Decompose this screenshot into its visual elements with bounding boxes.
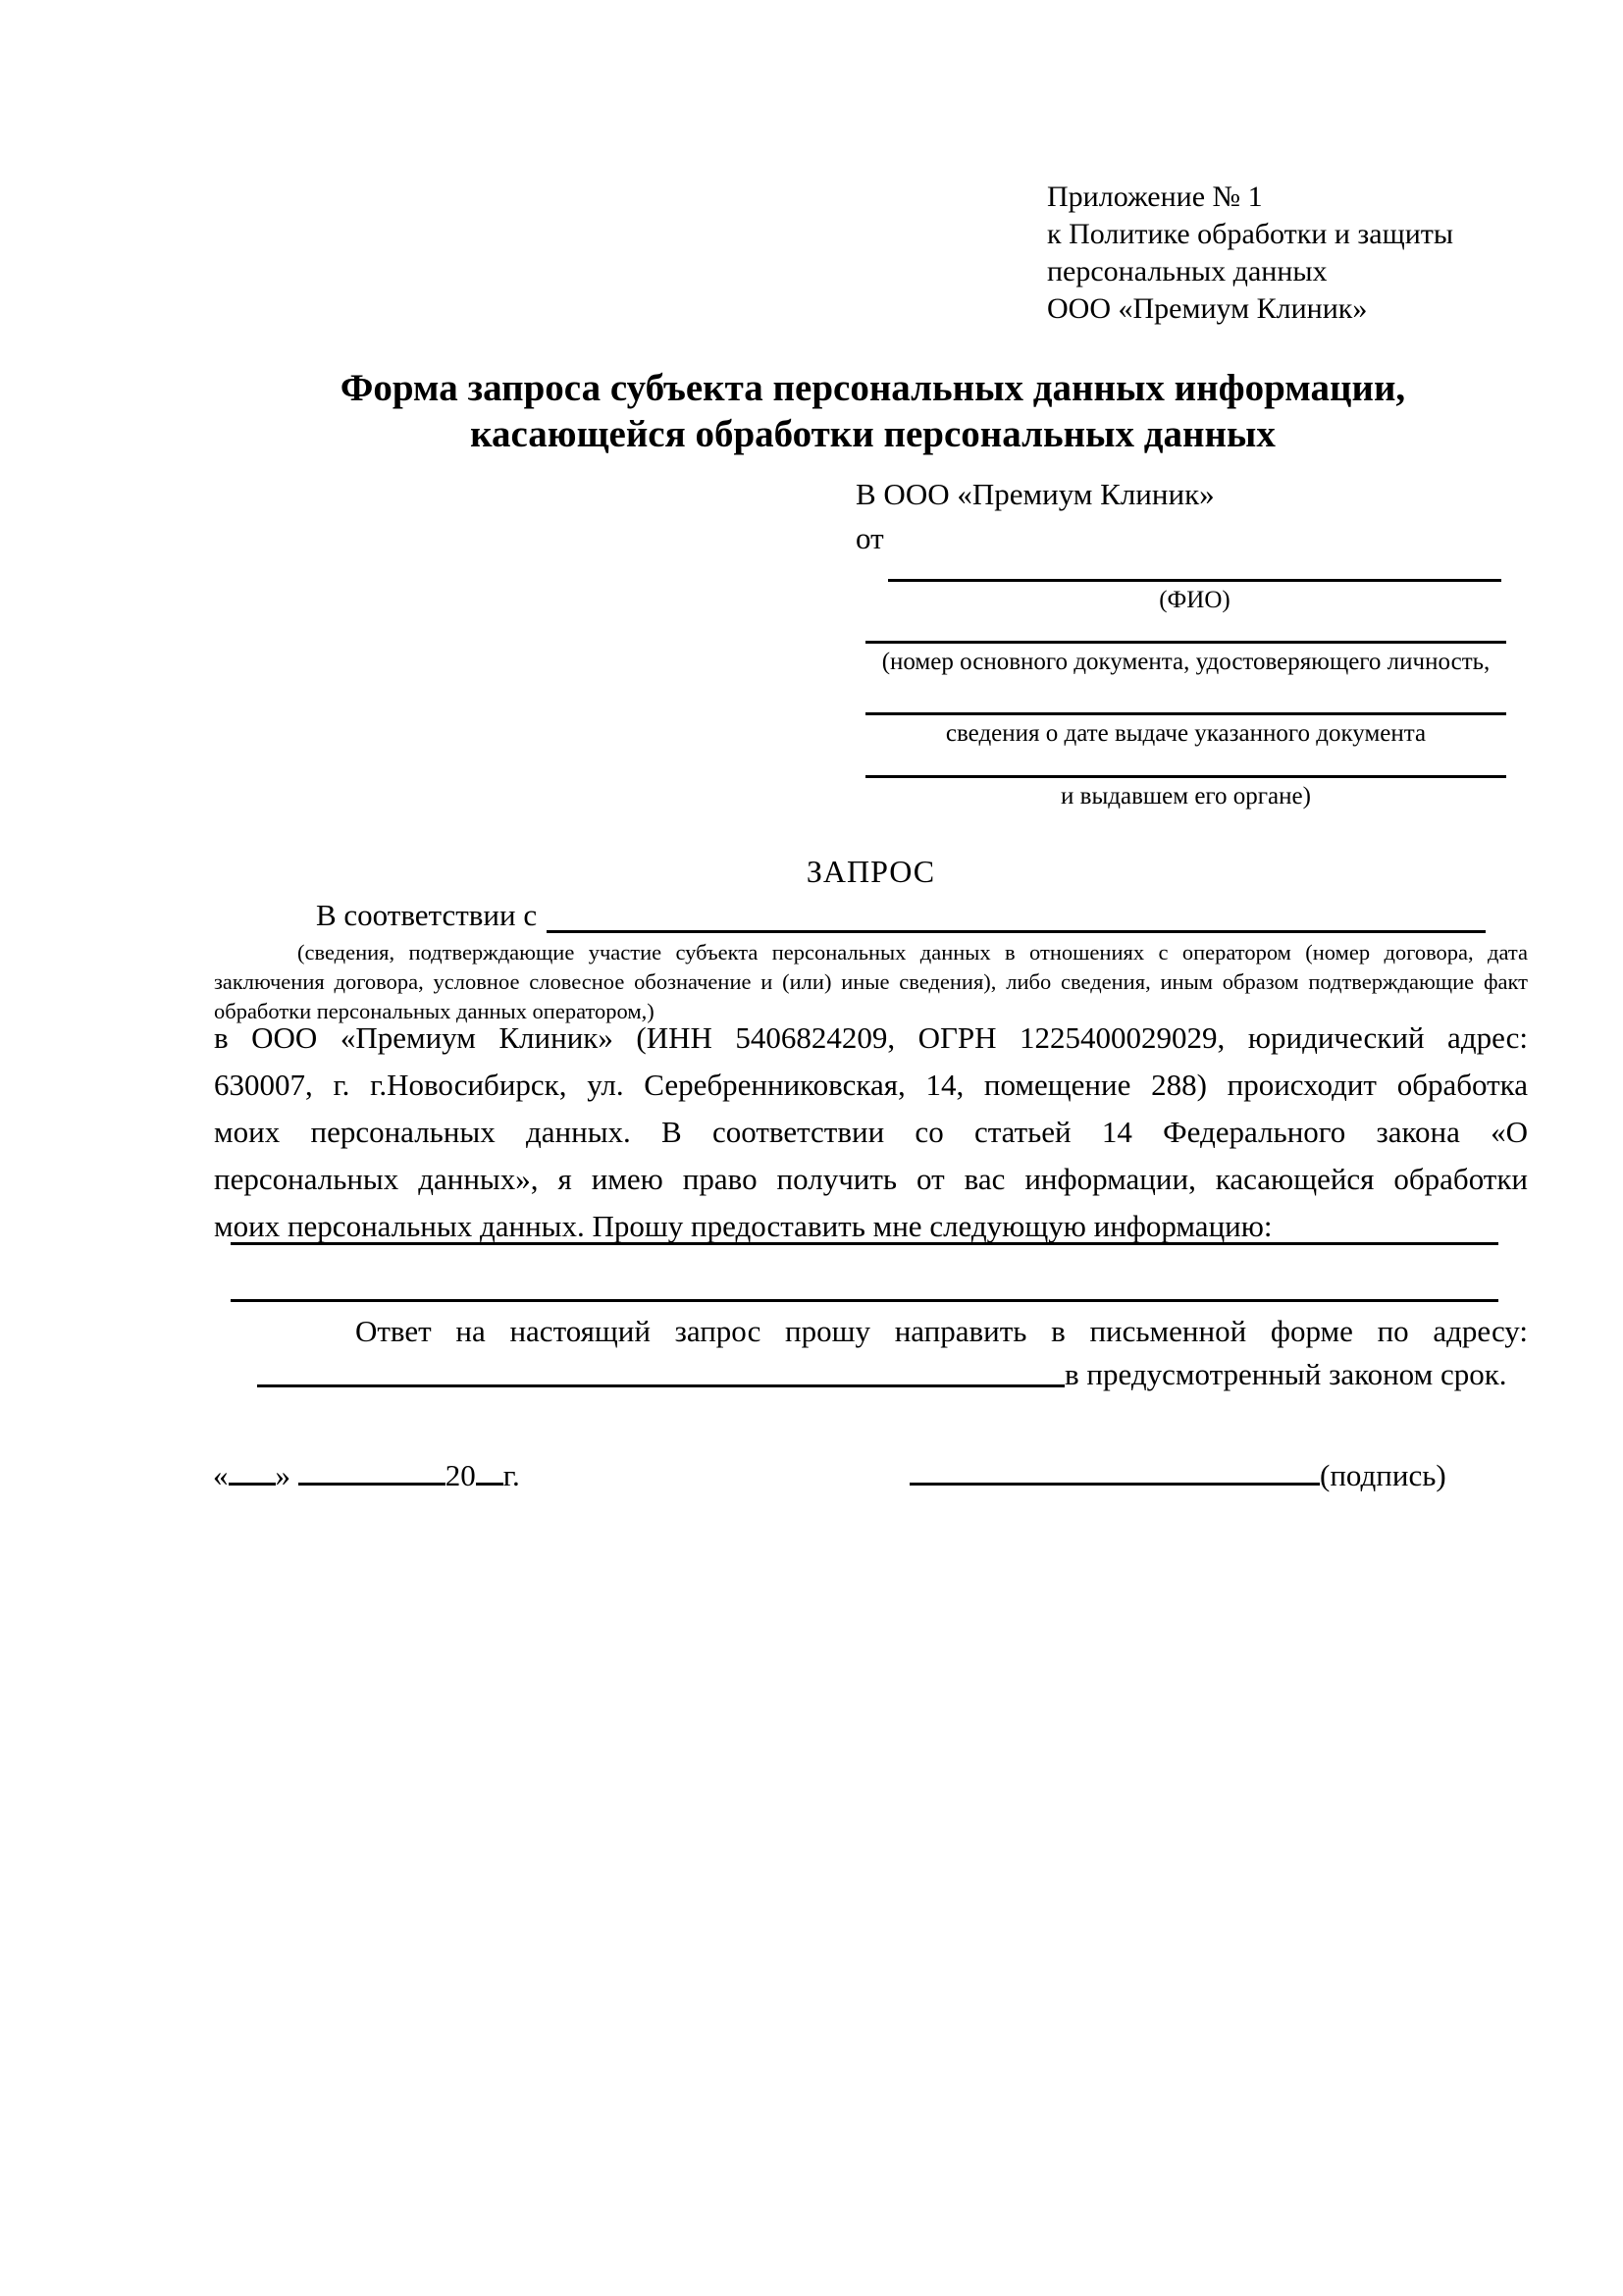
fio-fill-line xyxy=(888,579,1501,582)
footnote-block xyxy=(214,938,1528,1026)
answer-line: Ответ на настоящий запрос прошу направить в письменной форме по адресу: xyxy=(355,1314,1528,1348)
addressee-from-label: от xyxy=(856,521,884,555)
year-fill-line xyxy=(476,1483,503,1486)
year-suffix: г. xyxy=(502,1458,520,1492)
signature-fill-line xyxy=(910,1483,1320,1486)
footnote-line: обработки персональных данных оператором,) xyxy=(214,999,654,1023)
address-fill-line xyxy=(257,1384,1065,1387)
appendix-block xyxy=(1047,179,1453,328)
issuing-authority-caption: и выдавшем его органе) xyxy=(1061,783,1311,809)
month-fill-line xyxy=(298,1483,445,1486)
request-heading: ЗАПРОС xyxy=(806,854,936,889)
document-number-caption: (номер основного документа, удостоверяющего личность, xyxy=(881,649,1491,675)
body-line: персональных данных», я имею право получить от вас информации, касающейся обработки xyxy=(214,1162,1528,1196)
quote-open: « xyxy=(213,1458,229,1492)
information-fill-line-2 xyxy=(231,1299,1498,1302)
footnote-line: заключения договора, условное словесное обозначение и (или) иные сведения), либо сведения, иным образом подтверждающие факт xyxy=(214,969,1528,994)
appendix-line: к Политике обработки и защиты xyxy=(1047,218,1454,250)
appendix-line: ООО «Премиум Клиник» xyxy=(1047,292,1368,325)
document-number-fill-line xyxy=(865,641,1506,644)
year-prefix: 20 xyxy=(445,1458,476,1492)
date-row xyxy=(213,1458,520,1493)
answer-closing: в предусмотренный законом срок. xyxy=(1065,1357,1507,1391)
body-line: в ООО «Премиум Клиник» (ИНН 5406824209, ОГРН 1225400029029, юридический адрес: xyxy=(214,1020,1528,1055)
fio-caption: (ФИО) xyxy=(1159,587,1230,613)
title-line-1: Форма запроса субъекта персональных данных информации, xyxy=(340,367,1406,409)
appendix-line: Приложение № 1 xyxy=(1047,181,1263,213)
title-line-2: касающейся обработки персональных данных xyxy=(470,413,1276,455)
addressee-to: В ООО «Премиум Клиник» xyxy=(856,477,1215,511)
issuing-authority-fill-line xyxy=(865,775,1506,778)
body-line: моих персональных данных. В соответствии со статьей 14 Федерального закона «О xyxy=(214,1115,1528,1149)
issue-date-fill-line xyxy=(865,712,1506,715)
appendix-line: персональных данных xyxy=(1047,255,1328,287)
document-title xyxy=(216,365,1530,457)
footnote-line: (сведения, подтверждающие участие субъекта персональных данных в отношениях с оператором (номер договора, дата xyxy=(297,940,1528,965)
accordance-row xyxy=(316,897,1486,933)
accordance-label: В соответствии с xyxy=(316,898,538,932)
issue-date-caption: сведения о дате выдаче указанного документа xyxy=(945,720,1427,747)
accordance-fill-line xyxy=(547,897,1486,933)
signature-caption: (подпись) xyxy=(1320,1458,1446,1492)
information-fill-line-1 xyxy=(231,1242,1498,1245)
body-line: моих персональных данных. Прошу предоставить мне следующую информацию: xyxy=(214,1209,1273,1243)
body-paragraph xyxy=(214,1015,1528,1250)
day-fill-line xyxy=(229,1483,276,1486)
signature-row xyxy=(910,1458,1446,1493)
body-line: 630007, г. г.Новосибирск, ул. Серебренниковская, 14, помещение 288) происходит обработка xyxy=(214,1068,1528,1102)
quote-close: » xyxy=(275,1458,290,1492)
